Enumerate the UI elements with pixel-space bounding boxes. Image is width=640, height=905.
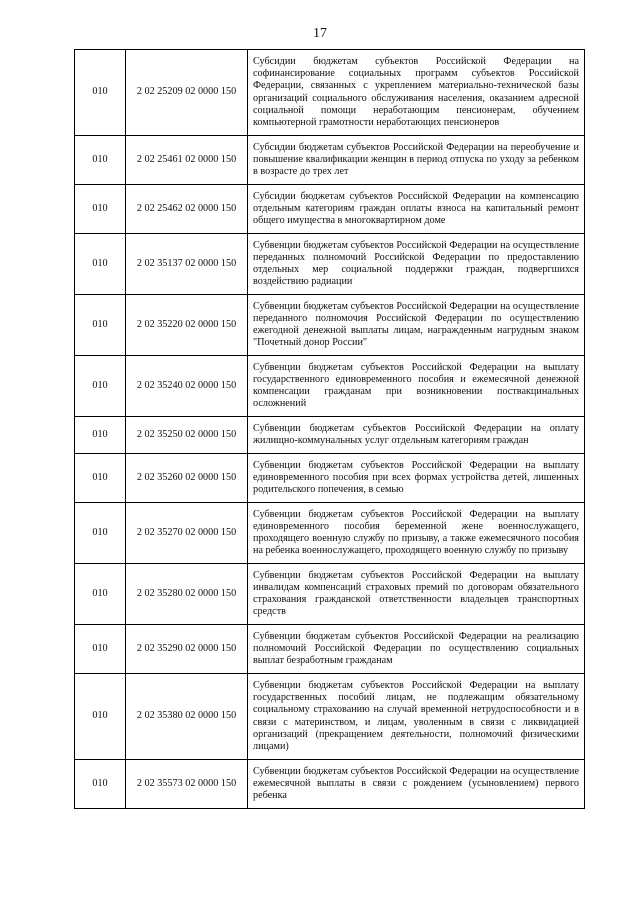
admin-code-cell: 010 xyxy=(75,454,126,503)
revenue-code-cell: 2 02 35380 02 0000 150 xyxy=(126,674,248,760)
revenue-code-cell: 2 02 35573 02 0000 150 xyxy=(126,760,248,809)
table-row xyxy=(75,760,585,809)
description-cell: Субвенции бюджетам субъектов Российской Федерации на реализацию полномочий Российской Федерации по осуществлению социальных выплат безработным гражданам xyxy=(248,625,585,674)
table-row xyxy=(75,185,585,234)
admin-code-cell: 010 xyxy=(75,185,126,234)
admin-code-cell: 010 xyxy=(75,417,126,454)
admin-code-cell: 010 xyxy=(75,356,126,417)
admin-code-cell: 010 xyxy=(75,295,126,356)
description-cell: Субсидии бюджетам субъектов Российской Федерации на переобучение и повышение квалификации женщин в период отпуска по уходу за ребенком в возрасте до трех лет xyxy=(248,136,585,185)
revenue-code-cell: 2 02 35220 02 0000 150 xyxy=(126,295,248,356)
page-number: 17 xyxy=(313,26,327,41)
table-row xyxy=(75,50,585,136)
description-cell: Субвенции бюджетам субъектов Российской Федерации на осуществление переданных полномочий Российской Федерации по предоставлению отдельных мер социальной поддержки граждан, подвергшихся воздействию радиации xyxy=(248,234,585,295)
admin-code-cell: 010 xyxy=(75,625,126,674)
table-row xyxy=(75,564,585,625)
description-cell: Субвенции бюджетам субъектов Российской Федерации на оплату жилищно-коммунальных услуг отдельным категориям граждан xyxy=(248,417,585,454)
revenue-code-cell: 2 02 25461 02 0000 150 xyxy=(126,136,248,185)
budget-revenue-table xyxy=(74,49,585,809)
description-cell: Субсидии бюджетам субъектов Российской Федерации на компенсацию отдельным категориям граждан оплаты взноса на капитальный ремонт общего имущества в многоквартирном доме xyxy=(248,185,585,234)
admin-code-cell: 010 xyxy=(75,234,126,295)
description-cell: Субвенции бюджетам субъектов Российской Федерации на выплату единовременного пособия при всех формах устройства детей, лишенных родительского попечения, в семью xyxy=(248,454,585,503)
revenue-code-cell: 2 02 35290 02 0000 150 xyxy=(126,625,248,674)
table-row xyxy=(75,503,585,564)
table-row xyxy=(75,625,585,674)
description-cell: Субсидии бюджетам субъектов Российской Федерации на софинансирование социальных программ субъектов Российской Федерации, связанных с укреплением материально-технической базы организаций социального обслуживания населения, оказанием адресной социальной помощи неработающим пенсионерам, обучением компьютерной грамотности неработающих пенсионеров xyxy=(248,50,585,136)
revenue-code-cell: 2 02 35250 02 0000 150 xyxy=(126,417,248,454)
table-row xyxy=(75,136,585,185)
description-cell: Субвенции бюджетам субъектов Российской Федерации на выплату государственного единовременного пособия и ежемесячной денежной компенсации гражданам при возникновении поствакцинальных осложнений xyxy=(248,356,585,417)
description-cell: Субвенции бюджетам субъектов Российской Федерации на выплату инвалидам компенсаций страховых премий по договорам обязательного страхования гражданской ответственности владельцев транспортных средств xyxy=(248,564,585,625)
table-row xyxy=(75,295,585,356)
revenue-code-cell: 2 02 35240 02 0000 150 xyxy=(126,356,248,417)
admin-code-cell: 010 xyxy=(75,564,126,625)
admin-code-cell: 010 xyxy=(75,50,126,136)
description-cell: Субвенции бюджетам субъектов Российской Федерации на осуществление переданного полномочия Российской Федерации по осуществлению ежегодной денежной выплаты лицам, награжденным нагрудным знаком "Почетный донор России" xyxy=(248,295,585,356)
revenue-code-cell: 2 02 35137 02 0000 150 xyxy=(126,234,248,295)
table-row xyxy=(75,356,585,417)
admin-code-cell: 010 xyxy=(75,136,126,185)
table-row xyxy=(75,674,585,760)
table-row xyxy=(75,234,585,295)
admin-code-cell: 010 xyxy=(75,674,126,760)
description-cell: Субвенции бюджетам субъектов Российской Федерации на выплату единовременного пособия беременной жене военнослужащего, проходящего военную службу по призыву, а также ежемесячного пособия на ребенка военнослужащего, проходящего военную службу по призыву xyxy=(248,503,585,564)
table-row xyxy=(75,454,585,503)
revenue-code-cell: 2 02 35260 02 0000 150 xyxy=(126,454,248,503)
revenue-code-cell: 2 02 25209 02 0000 150 xyxy=(126,50,248,136)
description-cell: Субвенции бюджетам субъектов Российской Федерации на выплату государственных пособий лицам, не подлежащим обязательному социальному страхованию на случай временной нетрудоспособности и в связи с материнством, и лицам, уволенным в связи с ликвидацией организаций (прекращением деятельности, полномочий физическими лицами) xyxy=(248,674,585,760)
table-row xyxy=(75,417,585,454)
revenue-code-cell: 2 02 25462 02 0000 150 xyxy=(126,185,248,234)
admin-code-cell: 010 xyxy=(75,760,126,809)
revenue-code-cell: 2 02 35280 02 0000 150 xyxy=(126,564,248,625)
revenue-code-cell: 2 02 35270 02 0000 150 xyxy=(126,503,248,564)
admin-code-cell: 010 xyxy=(75,503,126,564)
description-cell: Субвенции бюджетам субъектов Российской Федерации на осуществление ежемесячной выплаты в связи с рождением (усыновлением) первого ребенка xyxy=(248,760,585,809)
